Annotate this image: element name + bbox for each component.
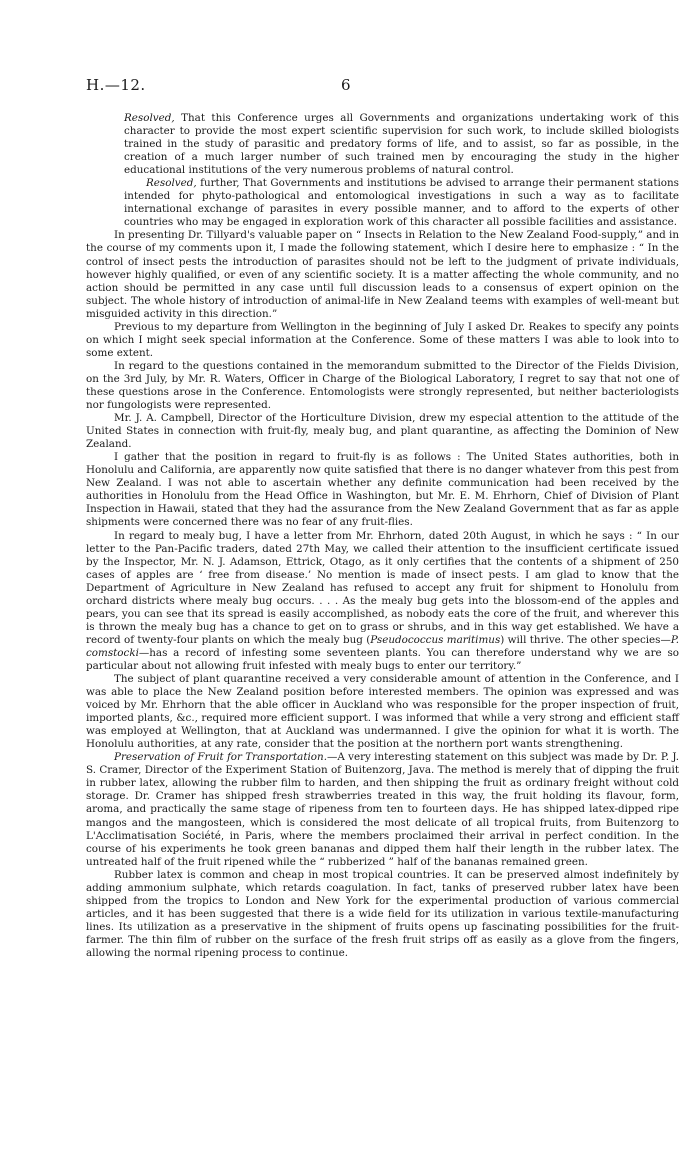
paragraph-plant-quarantine: The subject of plant quarantine received a very considerable amount of attention in the Conference, and I was able to place the New Zealand position before interested members. The opinion was expressed and was voiced by Mr. Ehrhorn that the able officer in Auckland who was responsible for the proper inspection of fruit, imported plants, &c., required more efficient support. I was informed that while a very strong and efficient staff was employed at Wellington, that at Auckland was undermanned. I give the opinion for what it is worth. The Honolulu authorities, at any rate, consider that the position at the northern port wants strengthening. — [86, 673, 679, 751]
paragraph-memorandum: In regard to the questions contained in the memorandum submitted to the Director of the Fields Division, on the 3rd July, by Mr. R. Waters, Officer in Charge of the Biological Laboratory, I regret to say that not one of these questions arose in the Conference. Entomologists were strongly represented, but neither bacteriologists nor fungologists were represented. — [86, 359, 679, 412]
paragraph-departure: Previous to my departure from Wellington in the beginning of July I asked Dr. Reakes to specify any points on which I might seek special information at the Conference. Some of these matters I was able to look into to some extent. — [86, 320, 679, 359]
paragraph-mealy-bug — [86, 530, 679, 674]
species-name: P. comstocki — [86, 633, 679, 659]
paragraph-fruit-fly: I gather that the position in regard to fruit-fly is as follows : The United States authorities, both in Honolulu and California, are apparently now quite satisfied that there is no danger whatever from this pest from New Zealand. I was not able to ascertain whether any definite communication had been received by the authorities in Honolulu from the Head Office in Washington, but Mr. E. M. Ehrhorn, Chief of Division of Plant Inspection in Hawaii, stated that they had the assurance from the New Zealand Government that as far as apple shipments were concerned there was no fear of any fruit-flies. — [86, 451, 679, 529]
species-name: Pseudococcus maritimus — [370, 633, 501, 646]
paragraph-text: That this Conference urges all Governments and organizations undertaking work of this character to provide the most expert scientific supervision for such work, to include skilled biologists trained in the study of parasitic and predatory forms of life, and to assist, so far as possible, in the creation of a much larger number of such trained men by encouraging the study in the higher educational institutions of the very numerous problems of natural control. — [124, 112, 679, 177]
document-body — [86, 112, 679, 960]
paragraph-text: further, That Governments and institutions be advised to arrange their permanent stations intended for phyto-pathological and entomological investigations in such a way as to facilitate international exchange of parasites in every possible manner, and to afford to the experts of other countries who may be engaged in exploration work of this character all possible facilities and assistance. — [124, 177, 679, 229]
page-reference: H.—12. — [86, 76, 146, 94]
paragraph-text: ) will thrive. The other species— — [500, 633, 671, 646]
resolution-paragraph-2 — [86, 177, 679, 229]
section-heading: Preservation of Fruit for Transportation. — [114, 751, 327, 764]
paragraph-fruit-preservation — [86, 751, 679, 868]
paragraph-tillyard-paper: In presenting Dr. Tillyard's valuable paper on “ Insects in Relation to the New Zealand Food-supply,” and in the course of my comments upon it, I made the following statement, which I desire here to emphasize : “ In the control of insect pests the introduction of parasites should not be left to the judgment of private individuals, however highly qualified, or even of any scientific society. It is a matter affecting the whole community, and no action should be permitted in any case until full discussion leads to a consensus of expert opinion on the subject. The whole history of introduction of animal-life in New Zealand teems with examples of well-meant but misguided activity in this direction.” — [86, 229, 679, 320]
resolution-paragraph-1 — [86, 112, 679, 177]
resolved-label: Resolved, — [124, 112, 175, 124]
paragraph-campbell: Mr. J. A. Campbell, Director of the Horticulture Division, drew my especial attention to the attitude of the United States in connection with fruit-fly, mealy bug, and plant quarantine, as affecting the Dominion of New Zealand. — [86, 412, 679, 451]
page-number: 6 — [341, 76, 351, 94]
paragraph-text: —A very interesting statement on this subject was made by Dr. P. J. S. Cramer, Director of the Experiment Station of Buitenzorg, Java. The method is merely that of dipping the fruit in rubber latex, allowing the rubber film to harden, and then shipping the fruit as ordinary freight without cold storage. Dr. Cramer has shipped fresh strawberries treated in this way, the fruit holding its flavour, form, aroma, and practically the same stage of ripeness from ten to fourteen days. He has shipped latex-dipped ripe mangos and the mangosteen, which is considered the most delicate of all tropical fruits, from Buitenzorg to L'Acclimatisation Société, in Paris, where the members proclaimed their arrival in perfect condition. In the course of his experiments he took green bananas and dipped them half their length in the rubber latex. The untreated half of the fruit ripened while the “ rubberized ” half of the bananas remained green. — [86, 751, 679, 868]
paragraph-text: —has a record of infesting some seventeen plants. You can therefore understand why we are so particular about not allowing fruit infested with mealy bugs to enter our territory.” — [86, 646, 679, 672]
paragraph-text: In regard to mealy bug, I have a letter from Mr. Ehrhorn, dated 20th August, in which he says : “ In our letter to the Pan-Pacific traders, dated 27th May, we called their attention to the insufficient certificate issued by the Inspector, Mr. N. J. Adamson, Ettrick, Otago, as it only certifies that the contents of a shipment of 250 cases of apples are ‘ free from disease.’ No mention is made of insect pests. I am glad to know that the Department of Agriculture in New Zealand has refused to accept any fruit for shipment to Honolulu from orchard districts where mealy bug occurs. . . . As the mealy bug gets into the blossom-end of the apples and pears, you can see that its spread is easily accomplished, as nobody eats the core of the fruit, and wherever this is thrown the mealy bug has a chance to get on to grass or shrubs, and in this way get established. We have a record of twenty-four plants on which the mealy bug ( — [86, 529, 679, 646]
resolved-label: Resolved, — [146, 177, 197, 190]
paragraph-rubber-latex: Rubber latex is common and cheap in most tropical countries. It can be preserved almost indefinitely by adding ammonium sulphate, which retards coagulation. In fact, tanks of preserved rubber latex have been shipped from the tropics to London and New York for the experimental production of various commercial articles, and it has been suggested that there is a wide field for its utilization in various textile-manufacturing lines. Its utilization as a preservative in the shipment of fruits opens up fascinating possibilities for the fruit-farmer. The thin film of rubber on the surface of the fresh fruit strips off as easily as a glove from the fingers, allowing the normal ripening process to continue. — [86, 868, 679, 959]
page-header — [86, 76, 676, 96]
